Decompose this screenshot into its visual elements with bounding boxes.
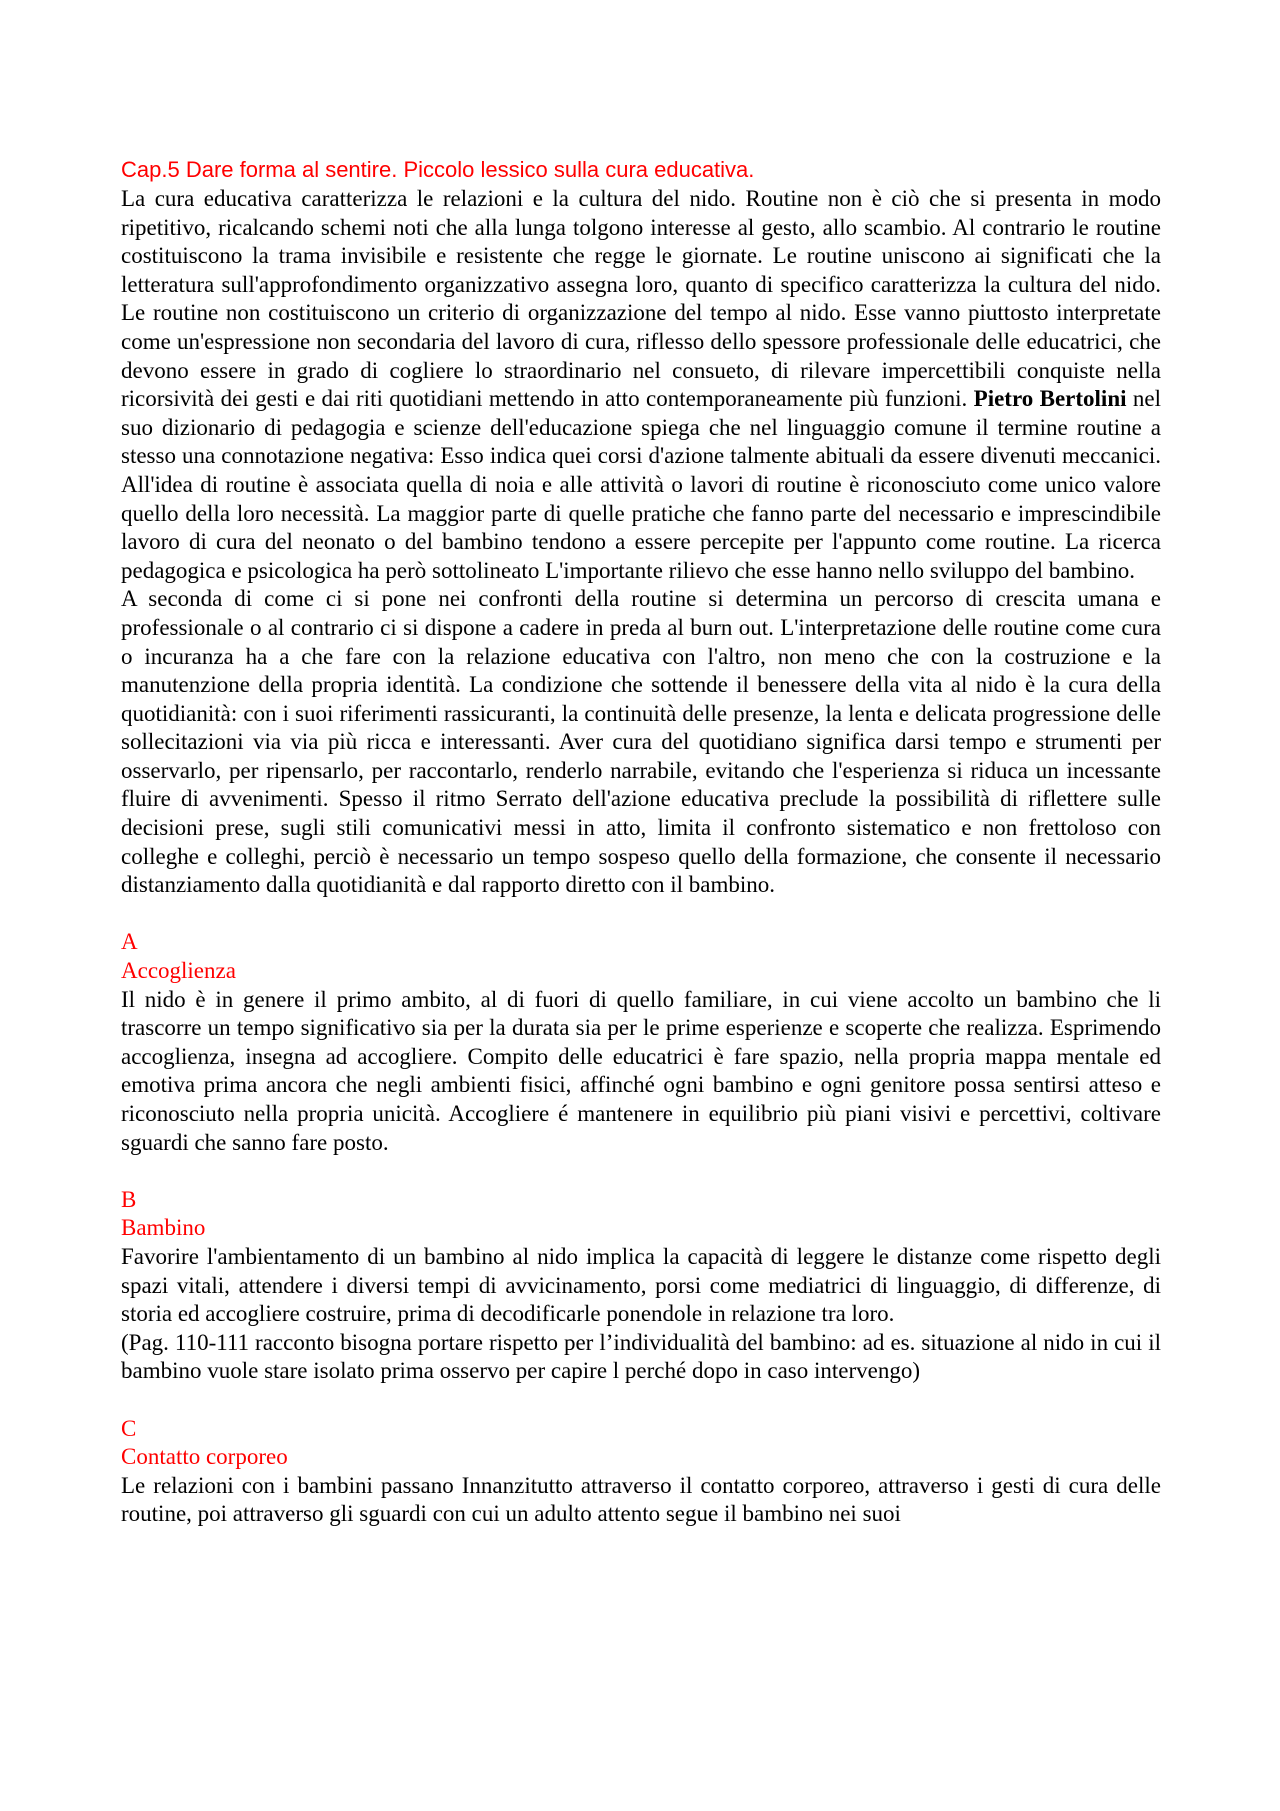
spacer: [121, 1386, 1161, 1415]
author-name: Pietro Bertolini: [973, 386, 1127, 412]
section-letter-c: C: [121, 1415, 137, 1441]
section-text-bambino: Favorire l'ambientamento di un bambino al nido implica la capacità di leggere le distanze come rispetto degli spazi vitali, attendere i diversi tempi di avvicinamento, porsi come mediatrici di linguaggio, di differenze, di storia ed accogliere costruire, prima di decodificarle ponendole in relazione tra loro.: [121, 1243, 1161, 1327]
spacer: [121, 1157, 1161, 1186]
spacer: [121, 900, 1161, 929]
section-note-bambino: (Pag. 110-111 racconto bisogna portare rispetto per l’individualità del bambino: ad es. situazione al nido in cui il bambino vuole stare isolato prima osservo per capire l perché dopo in caso intervengo): [121, 1329, 1161, 1384]
section-letter-b: B: [121, 1186, 137, 1212]
section-term-bambino: Bambino: [121, 1215, 206, 1241]
section-text-contatto-corporeo: Le relazioni con i bambini passano Innanzitutto attraverso il contatto corporeo, attraverso i gesti di cura delle routine, poi attraverso gli sguardi con cui un adulto attento segue il bambino nei suoi: [121, 1472, 1161, 1527]
intro-paragraph-1: [121, 185, 1161, 585]
chapter-title: Cap.5 Dare forma al sentire. Piccolo lessico sulla cura educativa.: [121, 157, 755, 182]
section-letter-a: A: [121, 929, 138, 955]
document-page: [121, 155, 1161, 1529]
intro-paragraph-2: A seconda di come ci si pone nei confronti della routine si determina un percorso di crescita umana e professionale o al contrario ci si dispone a cadere in preda al burn out. L'interpretazione delle routine come cura o incuranza ha a che fare con la relazione educativa con l'altro, non meno che con la costruzione e la manutenzione della propria identità. La condizione che sottende il benessere della vita al nido è la cura della quotidianità: con i suoi riferimenti rassicuranti, la continuità delle presenze, la lenta e delicata progressione delle sollecitazioni via via più ricca e interessanti. Aver cura del quotidiano significa darsi tempo e strumenti per osservarlo, per ripensarlo, per raccontarlo, renderlo narrabile, evitando che l'esperienza si riduca un incessante fluire di avvenimenti. Spesso il ritmo Serrato dell'azione educativa preclude la possibilità di riflettere sulle decisioni prese, sugli stili comunicativi messi in atto, limita il confronto sistematico e non frettoloso con colleghe e colleghi, perciò è necessario un tempo sospeso quello della formazione, che consente il necessario distanziamento dalla quotidianità e dal rapporto diretto con il bambino.: [121, 586, 1161, 898]
section-term-accoglienza: Accoglienza: [121, 958, 236, 984]
section-term-contatto-corporeo: Contatto corporeo: [121, 1444, 288, 1470]
section-text-accoglienza: Il nido è in genere il primo ambito, al di fuori di quello familiare, in cui viene accolto un bambino che li trascorre un tempo significativo sia per la durata sia per le prime esperienze e scoperte che realizza. Esprimendo accoglienza, insegna ad accogliere. Compito delle educatrici è fare spazio, nella propria mappa mentale ed emotiva prima ancora che negli ambienti fisici, affinché ogni bambino e ogni genitore possa sentirsi atteso e riconosciuto nella propria unicità. Accogliere é mantenere in equilibrio più piani visivi e percettivi, coltivare sguardi che sanno fare posto.: [121, 986, 1161, 1155]
intro-text-end: nel suo dizionario di pedagogia e scienze dell'educazione spiega che nel linguaggio comune il termine routine a stesso una connotazione negativa: Esso indica quei corsi d'azione talmente abituali da essere divenuti meccanici. All'idea di routine è associata quella di noia e alle attività o lavori di routine è riconosciuto come unico valore quello della loro necessità. La maggior parte di quelle pratiche che fanno parte del necessario e imprescindibile lavoro di cura del neonato o del bambino tendono a essere percepite per l'appunto come routine. La ricerca pedagogica e psicologica ha però sottolineato L'importante rilievo che esse hanno nello sviluppo del bambino.: [121, 386, 1161, 583]
intro-text-start: La cura educativa caratterizza le relazioni e la cultura del nido. Routine non è ciò che si presenta in modo ripetitivo, ricalcando schemi noti che alla lunga tolgono interesse al gesto, allo scambio. Al contrario le routine costituiscono la trama invisibile e resistente che regge le giornate. Le routine uniscono ai significati che la letteratura sull'approfondimento organizzativo assegna loro, quanto di specifico caratterizza la cultura del nido. Le routine non costituiscono un criterio di organizzazione del tempo al nido. Esse vanno piuttosto interpretate come un'espressione non secondaria del lavoro di cura, riflesso dello spessore professionale delle educatrici, che devono essere in grado di cogliere lo straordinario nel consueto, di rilevare impercettibili conquiste nella ricorsività dei gesti e dai riti quotidiani mettendo in atto contemporaneamente più funzioni.: [121, 186, 1161, 412]
